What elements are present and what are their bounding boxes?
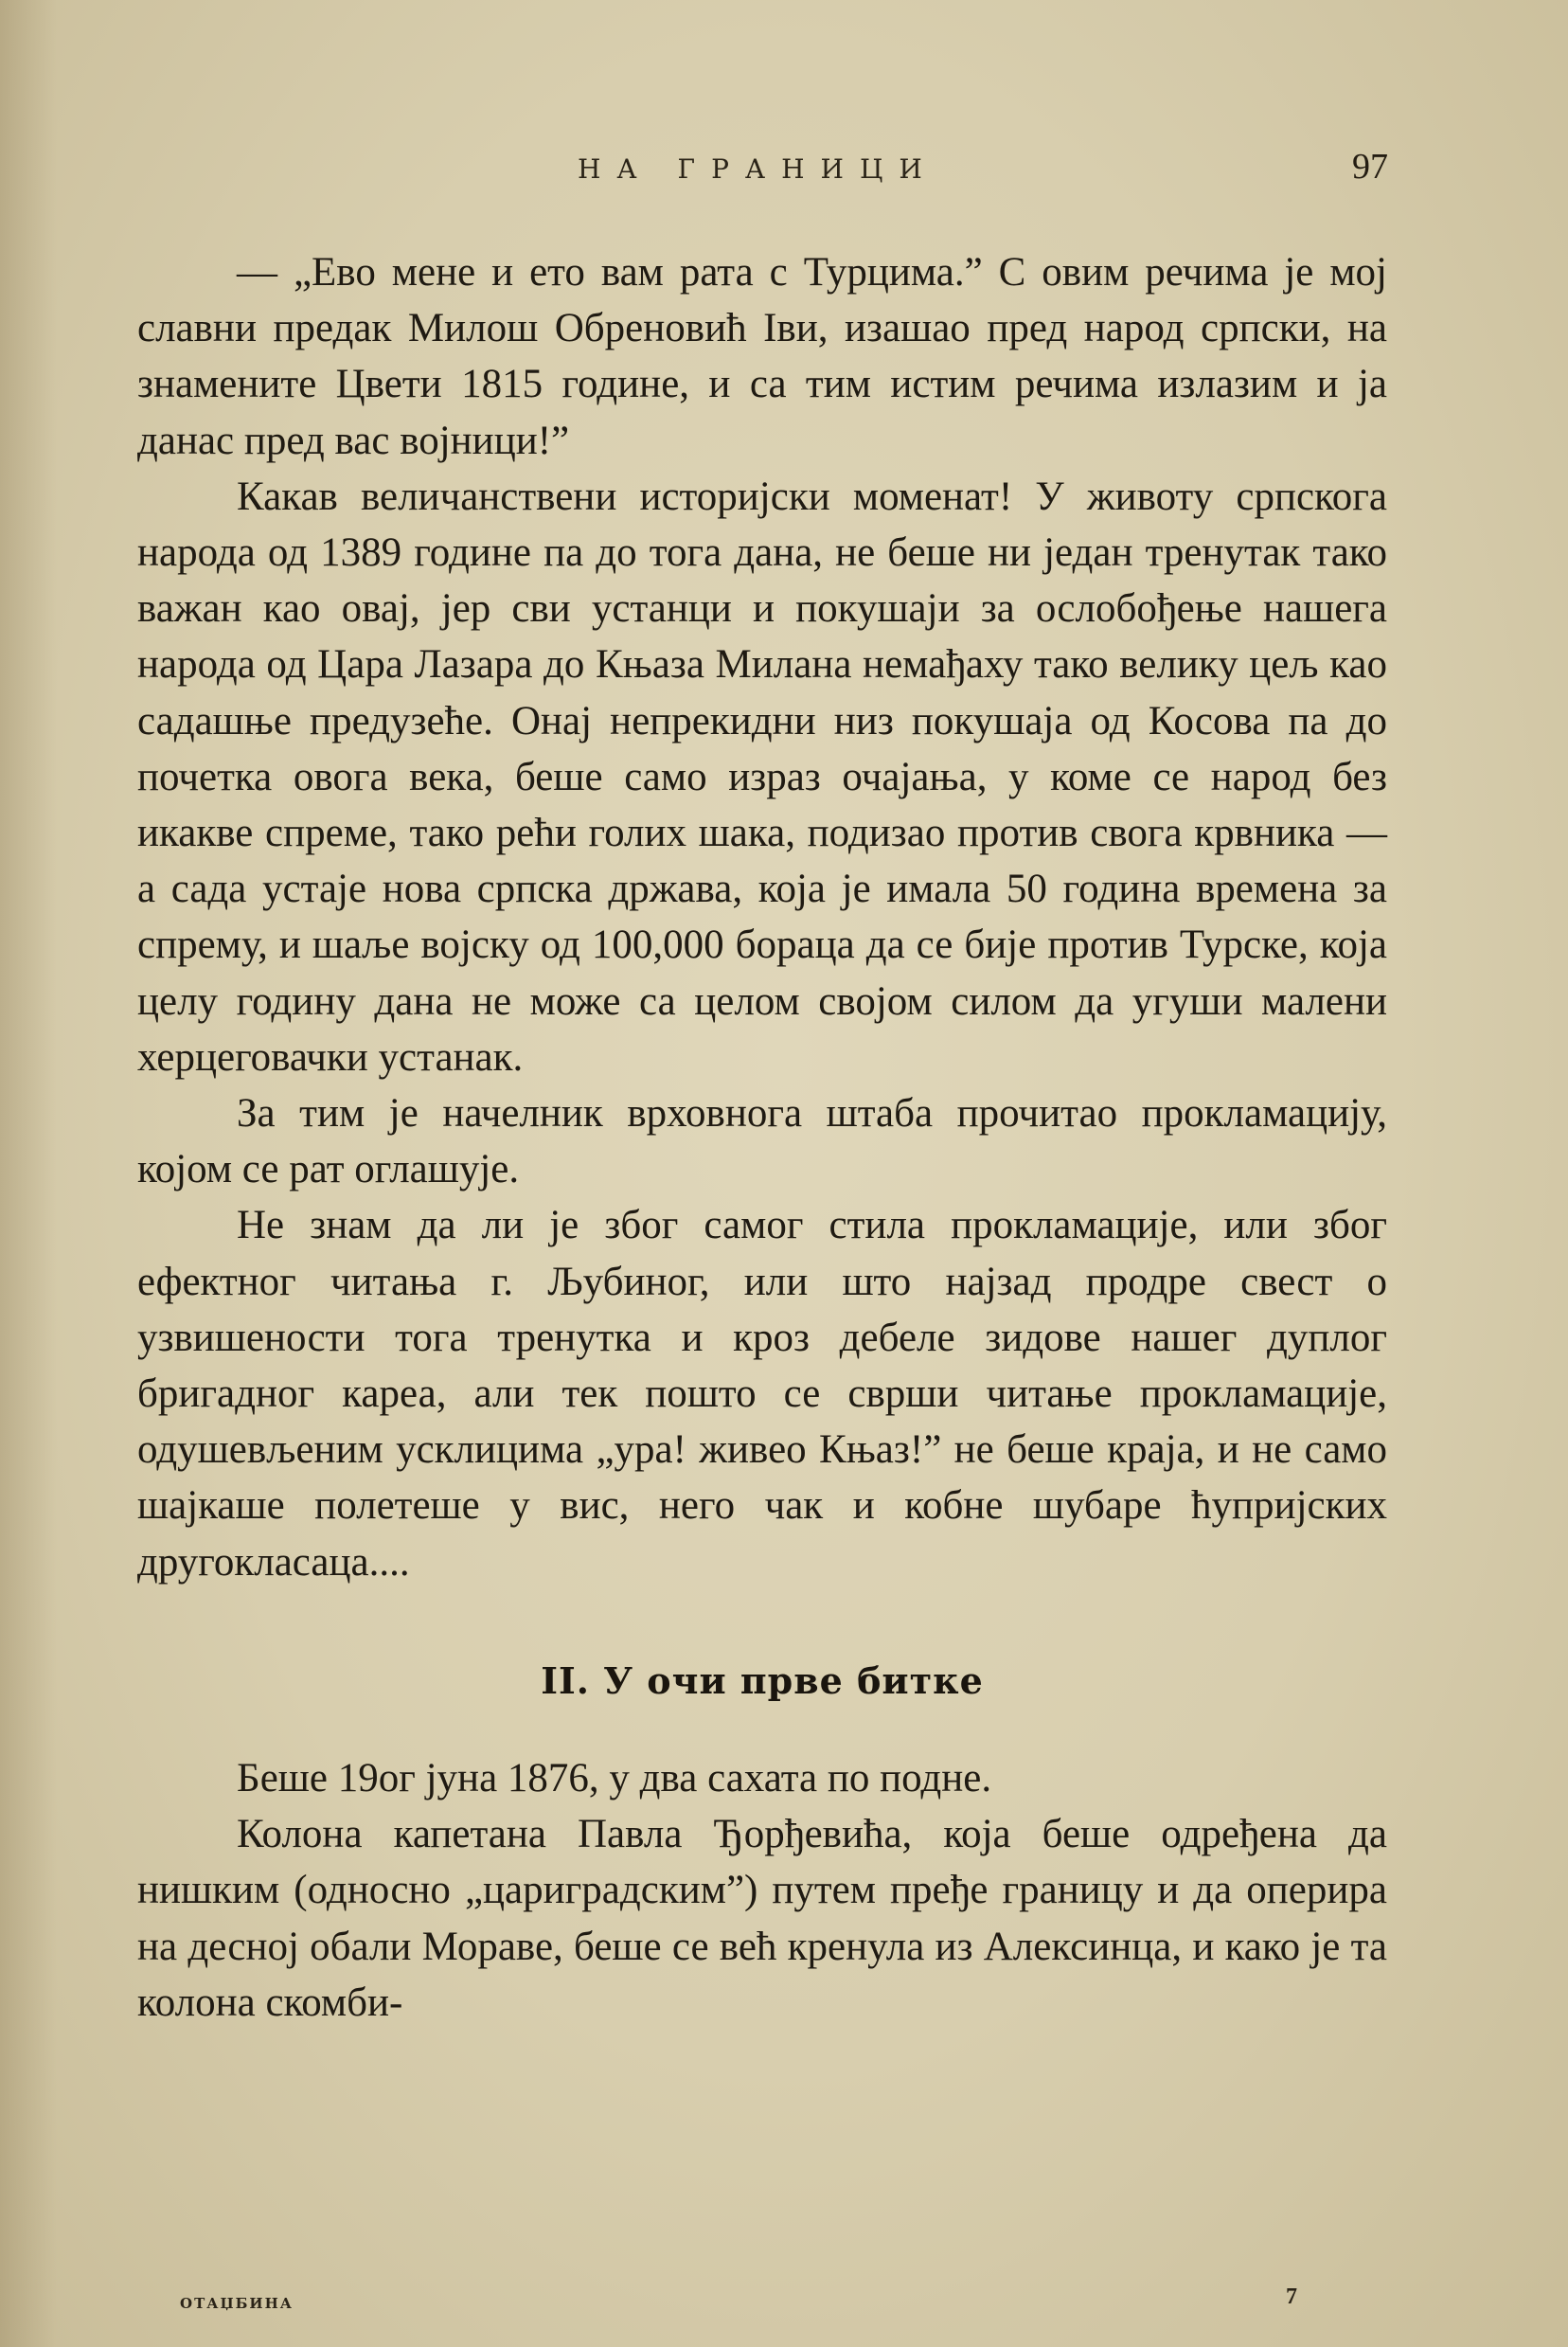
paragraph: Беше 19ог јуна 1876, у два сахата по подне. — [237, 1756, 992, 1801]
section-title: II. У очи прве битке — [541, 1658, 984, 1702]
paragraph: Не знам да ли је због самог стила прокламације, или због ефектног читања г. Љубиног, или што најзад продре свест о узвишености тога тренутка и кроз дебеле зидове нашег дуплог бригадног кареа, али тек пошто се сврши читање прокламације, одушевљеним усклицима „ура! живео Књаз!” не беше краја, и не само шајкаше полетеше у вис, него чак и кобне шубаре ћупријских другокласаца.... — [137, 1203, 1387, 1585]
page-shadow — [0, 0, 57, 2347]
body-text — [137, 244, 1387, 2031]
paragraph: Какав величанствени историјски моменат! У животу српскога народа од 1389 године па до тога дана, не беше ни један тренутак тако важан као овај, јер сви устанци и покушаји за ослобођење нашега народа од Цара Лазара до Књаза Милана немађаху тако велику цељ као садашње предузеће. Онај непрекидни низ покушаја од Косова па до почетка овога века, беше само израз очајања, у коме се народ без икакве спреме, тако рећи голих шака, подизао против свога крвника — а сада устаје нова српска држава, која је имала 50 година времена за спрему, и шаље војску од 100,000 бораца да се бије против Турске, која целу годину дана не може са целом својом силом да угуши малени херцеговачки устанак. — [137, 474, 1387, 1080]
paragraph: Колона капетана Павла Ђорђевића, која беше одређена да нишким (односно „цариградским”) путем пређе границу и да оперира на десној обали Мораве, беше се већ кренула из Алексинца, и како је та колона скомби- — [137, 1812, 1387, 2025]
paragraph: За тим је начелник врховнога штаба прочитао прокламацију, којом се рат оглашује. — [137, 1091, 1387, 1192]
signature-mark: ОТАЏБИНА — [180, 2295, 294, 2312]
running-title: НА ГРАНИЦИ — [578, 153, 938, 185]
sheet-number: 7 — [1286, 2284, 1297, 2309]
paragraph: — „Ево мене и ето вам рата с Турцима.” С овим речима је мој славни предак Милош Обреновић Iви, изашао пред народ српски, на знамените Цвети 1815 године, и са тим истим речима излазим и ја данас пред вас војници!” — [137, 250, 1387, 463]
running-head — [0, 142, 1568, 189]
page-number: 97 — [1352, 147, 1388, 187]
